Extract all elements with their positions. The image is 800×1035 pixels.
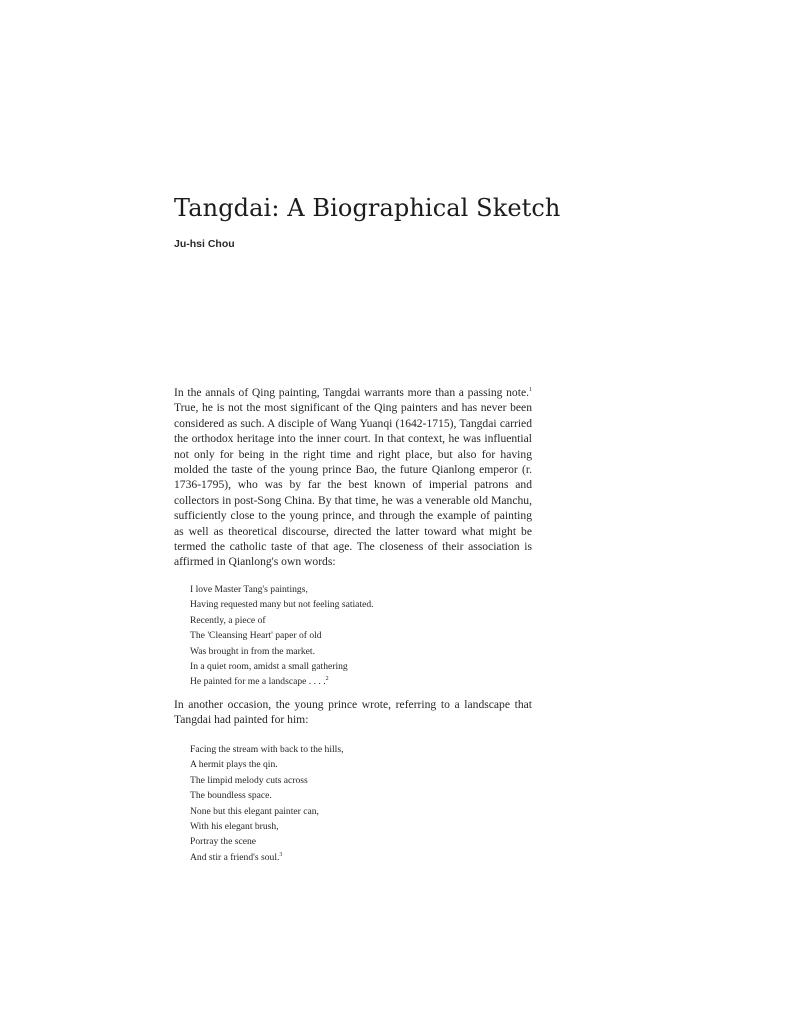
poem-line: The boundless space.: [190, 790, 272, 802]
poem-line: Facing the stream with back to the hills,: [190, 744, 344, 755]
poem-quote: [190, 742, 343, 865]
paragraph-text: In the annals of Qing painting, Tangdai warrants more than a passing note.: [174, 386, 529, 399]
paragraph-text-continued: True, he is not the most significant of the Qing painters and has never been considered as such. A disciple of Wang Yuanqi (1642-1715), Tangdai carried the orthodox heritage into the inner court. In that context, he was influential not only for being in the right time and right place, but also for having molded the taste of the young prince Bao, the future Qianlong emperor (r. 1736-1795), who was by far the best known of imperial patrons and collectors in post-Song China. By that time, he was a venerable old Manchu, sufficiently close to the young prince, and through the example of painting as well as theoretical discourse, directed the latter toward what might be termed the catholic taste of that age. The closeness of their association is affirmed in Qianlong's own words:: [174, 401, 532, 569]
poem-line: A hermit plays the qin.: [190, 759, 278, 771]
poem-line-with-note: [190, 850, 343, 865]
poem-line: With his elegant brush,: [190, 821, 279, 833]
poem-line: Recently, a piece of: [190, 614, 266, 626]
poem-line: Portray the scene: [190, 836, 257, 848]
poem-line: Having requested many but not feeling satiated.: [190, 599, 374, 611]
poem-line: He painted for me a landscape . . . .: [190, 676, 326, 688]
poem-line: The 'Cleansing Heart' paper of old: [190, 630, 322, 642]
footnote-marker: 1: [529, 387, 532, 394]
poem-line: I love Master Tang's paintings,: [190, 584, 308, 595]
poem-line: Was brought in from the market.: [190, 645, 315, 657]
footnote-marker: 2: [325, 676, 329, 683]
poem-line-with-note: [190, 674, 374, 689]
article-author: Ju-hsi Chou: [174, 238, 235, 250]
body-paragraph: In another occasion, the young prince wrote, referring to a landscape that Tangdai had painted for him:: [174, 698, 532, 727]
body-paragraph: [174, 385, 532, 570]
poem-line: In a quiet room, amidst a small gathering: [190, 661, 348, 673]
article-title: Tangdai: A Biographical Sketch: [174, 194, 561, 222]
footnote-marker: 3: [279, 851, 283, 858]
poem-quote: [190, 582, 374, 690]
poem-line: And stir a friend's soul.: [190, 851, 280, 863]
poem-line: The limpid melody cuts across: [190, 774, 308, 786]
poem-line: None but this elegant painter can,: [190, 805, 319, 817]
